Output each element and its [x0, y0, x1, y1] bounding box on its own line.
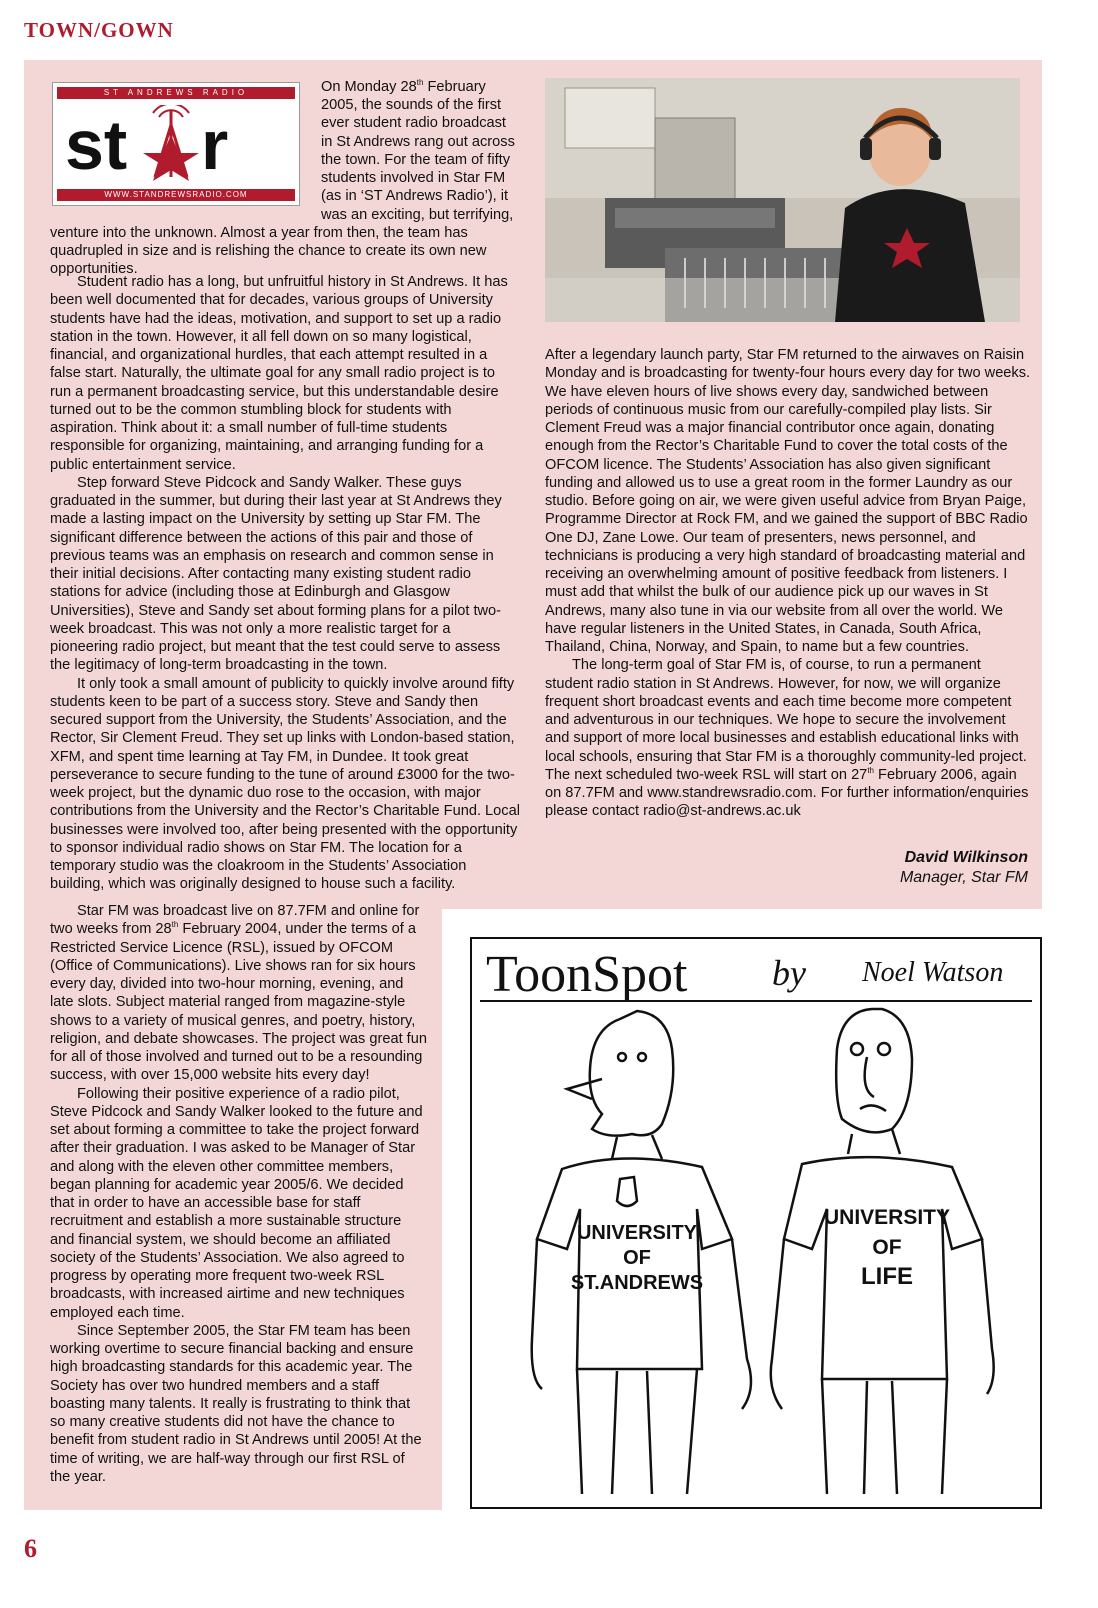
article-p5: Star FM was broadcast live on 87.7FM and online for two weeks from 28th February 2004, under the terms of a Restricted Service Licence (RSL), issued by OFCOM (Office of Communications). Live shows ran for six hours every day, divided into two-hour morning, evening, and late slots. Subject material ranged from magazine-style shows to a variety of musical genres, and poetry, history, religion, and debate showcases. The project was great fun for all of those involved and turned out to be a resounding success, with over 15,000 website hits every day! — [50, 903, 427, 1084]
article-p8: After a legendary launch party, Star FM returned to the airwaves on Raisin Monday and is broadcasting for twenty-four hours every day for two weeks. We have eleven hours of live shows every day, sandwiched between periods of continuous music from our carefully-compiled play lists. Sir Clement Freud was a major financial contributor once again, donating enough from the Rector’s Charitable Fund to cover the total costs of the OFCOM licence. The Students’ Association has also given significant funding and allowed us to use a great room in the former Laundry as our studio. Before going on air, we were given useful advice from Bryan Paige, Programme Director at Rock FM, and we gained the support of BBC Radio One DJ, Zane Lowe. Our team of presenters, news personnel, and technicians is producing a very high standard of broadcasting material and receiving an overwhelming amount of positive feedback from listeners. I must add that whilst the bulk of our audience pick up our waves in St Andrews, many also tune in via our website from all over the world. We have regular listeners in the United States, in Canada, South Africa, Thailand, China, Norway, and Spain, to name but a few countries. — [545, 347, 1031, 655]
article-p4: It only took a small amount of publicity to quickly involve around fifty students keen to be part of a success story. Steve and Sandy then secured support from the University, the Students’ Association, and the Rector, Sir Clement Freud. They set up links with London-based station, XFM, and spent time learning at Tay FM, in Dundee. It took great perseverance to secure funding to the tune of around £3000 for the two-week project, but the dynamic duo rose to the occasion, with major contributions from the University and the Rector’s Charitable Fund. Local businesses were involved too, after being presented with the opportunity to sponsor individual radio shows on Star FM. The location for a temporary studio was the cloakroom in the Students’ Association building, which was originally designed to house such a facility. — [50, 675, 520, 893]
shirt-right-line-1: UNIVERSITY — [823, 1206, 951, 1229]
logo-word-r: r — [201, 106, 229, 183]
article-p1: 2005, the sounds of the first ever student radio broadcast in St Andrews rang out across the town. For the team of fifty students involved in Star FM (as in ‘ST Andrews Radio’), it was an exciting, but terrifying, venture into the unknown. Almost a year from then, the team has quadrupled in size and is relishing the chance to create its own new opportunities. — [50, 97, 515, 278]
author-name: David Wilkinson — [904, 849, 1028, 866]
article-p6: Following their positive experience of a radio pilot, Steve Pidcock and Sandy Walker looked to the future and set about forming a committee to take the project forward after their graduation. I was asked to be Manager of Star and along with the eleven other committee members, began planning for academic year 2005/6. We decided that in order to have an accessible base for staff recruitment and establish a more sustainable structure and financial system, we should become an affiliated society of the Students’ Association. We also agreed to progress by operating more frequent two-week RSL broadcasts, with increased airtime and new techniques employed each time. — [50, 1085, 423, 1321]
page-number: 6 — [24, 1534, 37, 1563]
article-body-col2 — [545, 346, 1031, 821]
logo-bottom-text: WWW.STANDREWSRADIO.COM — [57, 189, 295, 201]
article-intro: On Monday 28th February — [321, 78, 486, 95]
cartoon-artist: Noel Watson — [862, 957, 1004, 988]
logo-word-st: st — [65, 106, 128, 183]
shirt-left-line-3: ST.ANDREWS — [570, 1272, 704, 1294]
logo-top-text: ST ANDREWS RADIO — [57, 87, 295, 99]
article-body-col1 — [50, 273, 520, 894]
shirt-left-line-2: OF — [623, 1247, 651, 1269]
article-p2: Student radio has a long, but unfruitful history in St Andrews. It has been well documented that for decades, various groups of University students have had the ideas, motivation, and support to set up a radio station in the town. However, it all fell down on so many logistical, financial, and organizational hurdles, that each attempt resulted in a false start. Naturally, the ultimate goal for any small radio project is to run a permanent broadcasting service, but this understandable desire turned out to be the common stumbling block for students with aspiration. Think about it: a small number of full-time students responsible for organizing, maintaining, and arranging funding for a public entertainment service. — [50, 274, 508, 473]
author-signature — [790, 848, 1028, 888]
article-body-col1-lower — [50, 902, 428, 1486]
section-label: TOWN/GOWN — [24, 18, 174, 42]
shirt-right-line-3: LIFE — [861, 1263, 913, 1290]
article-p7: Since September 2005, the Star FM team has been working overtime to secure financial backing and ensure high broadcasting standards for this academic year. The Society has over two hundred members and a staff boasting many talents. It really is frustrating to think that so many creative students did not have the chance to benefit from student radio in St Andrews until 2005! At the time of writing, we are half-way through our first RSL of the year. — [50, 1322, 422, 1485]
cartoon-by: by — [772, 953, 806, 993]
cartoon-title: ToonSpot — [486, 946, 688, 1003]
shirt-right-line-2: OF — [872, 1236, 902, 1259]
article-p3: Step forward Steve Pidcock and Sandy Walker. These guys graduated in the summer, but during their last year at St Andrews they made a lasting impact on the University by setting up Star FM. The significant difference between the actions of this pair and those of previous teams was an emphasis on research and common sense in their initial decisions. After contacting many existing student radio stations for advice (including those at Edinburgh and Glasgow Universities), Steve and Sandy set about forming plans for a pilot two-week broadcast. This was not only a more realistic target for a pioneering radio project, but meant that the test could serve to assess the legitimacy of long-term broadcasting in the town. — [50, 474, 502, 674]
shirt-left-line-1: UNIVERSITY — [576, 1222, 698, 1244]
author-title: Manager, Star FM — [899, 869, 1028, 886]
studio-photo — [545, 78, 1020, 322]
toonspot-cartoon — [470, 937, 1042, 1509]
article-p9: The long-term goal of Star FM is, of course, to run a permanent student radio station in St Andrews. However, for now, we will organize frequent short broadcast events and each time become more competent and adventurous in our techniques. We hope to secure the involvement and support of more local businesses and establish educational links with local schools, ensuring that Star FM is a thoroughly community-led project. The next scheduled two-week RSL will start on 27th February 2006, again on 87.7FM and www.standrewsradio.com. For further information/enquiries please contact radio@st-andrews.ac.uk — [545, 657, 1029, 820]
